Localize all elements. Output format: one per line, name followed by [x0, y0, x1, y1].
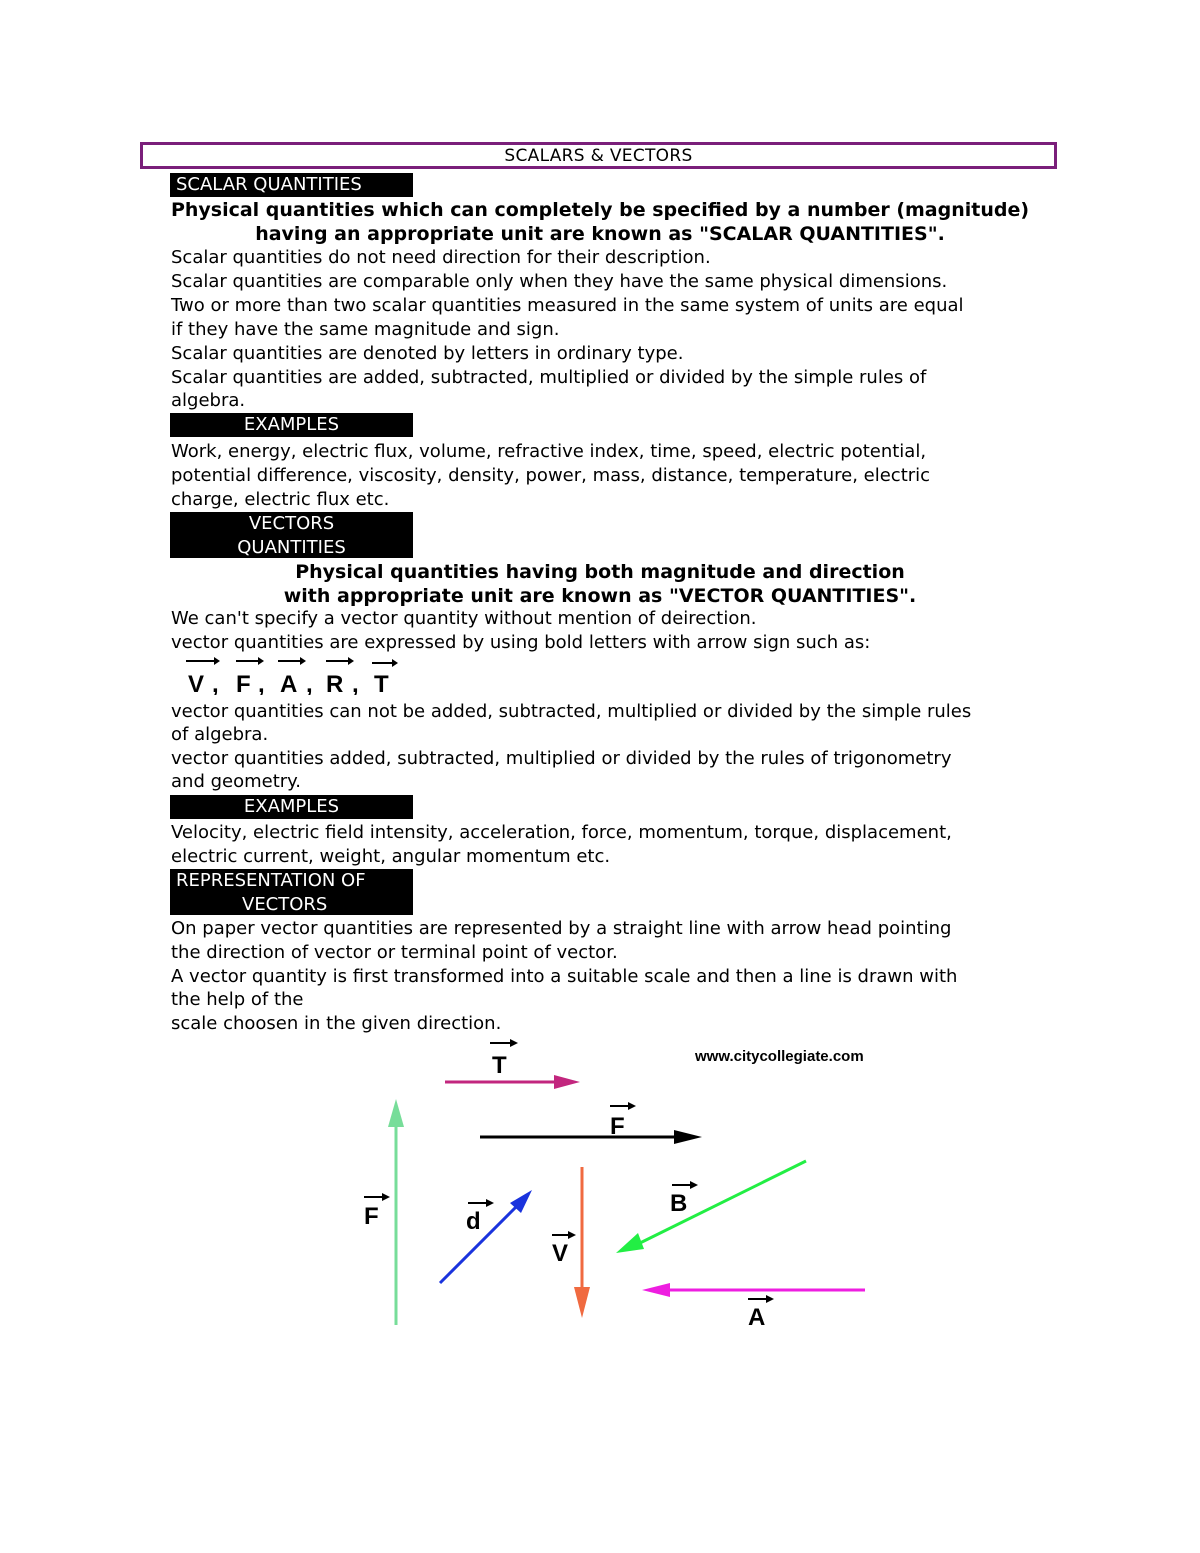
vector-d-arrow: [440, 1190, 532, 1283]
representation-heading-line-2: VECTORS: [242, 894, 328, 915]
symbol-t-text: T: [374, 671, 389, 695]
vector-t-arrow: [445, 1039, 580, 1089]
scalar-examples-line: potential difference, viscosity, density, power, mass, distance, temperature, electric: [171, 465, 931, 486]
vector-text-line: vector quantities can not be added, subtracted, multiplied or divided by the simple rules: [171, 701, 972, 722]
vector-quantities-heading: [170, 512, 413, 558]
scalar-text-line: Two or more than two scalar quantities measured in the same system of units are equal: [171, 295, 964, 316]
scalar-definition-line-2: having an appropriate unit are known as "SCALAR QUANTITIES".: [255, 223, 945, 245]
vector-symbols: [186, 657, 406, 695]
scalar-text-line: Scalar quantities are added, subtracted, multiplied or divided by the simple rules of: [171, 367, 927, 388]
scalar-text-line: algebra.: [171, 390, 246, 411]
vector-v-arrow: [552, 1167, 590, 1318]
vector-f-vertical-arrow: [364, 1099, 404, 1325]
scalar-text-line: Scalar quantities do not need direction for their description.: [171, 247, 711, 268]
vector-text-line: of algebra.: [171, 724, 269, 745]
vector-examples-line: Velocity, electric field intensity, acceleration, force, momentum, torque, displacement,: [171, 822, 952, 843]
symbol-a-text: A: [280, 671, 298, 695]
vector-heading-line-2: QUANTITIES: [237, 537, 346, 558]
vector-examples-line: electric current, weight, angular momentum etc.: [171, 846, 611, 867]
representation-text-line: A vector quantity is first transformed into a suitable scale and then a line is drawn with: [171, 966, 958, 987]
vector-definition-line-2: with appropriate unit are known as "VECTOR QUANTITIES".: [283, 585, 917, 607]
symbol-v-text: V: [188, 671, 205, 695]
symbol-comma: ,: [306, 671, 313, 695]
vector-text-line: vector quantities added, subtracted, multiplied or divided by the rules of trigonometry: [171, 748, 952, 769]
page-title: [140, 142, 1057, 169]
scalar-text-line: if they have the same magnitude and sign.: [171, 319, 560, 340]
scalar-text-line: Scalar quantities are denoted by letters in ordinary type.: [171, 343, 684, 364]
vector-symbol-a: [278, 657, 306, 695]
vector-v-label: V: [552, 1240, 569, 1267]
page-title-text: SCALARS & VECTORS: [504, 145, 693, 166]
scalar-quantities-heading: SCALAR QUANTITIES: [170, 173, 413, 197]
vector-t-label: T: [492, 1052, 507, 1079]
scalar-examples-line: Work, energy, electric flux, volume, refractive index, time, speed, electric potential,: [171, 441, 927, 462]
symbol-r-text: R: [326, 671, 344, 695]
scalar-definition-line-1: Physical quantities which can completely be specified by a number (magnitude): [170, 199, 1030, 221]
vector-definition-line-1: Physical quantities having both magnitude and direction: [295, 561, 905, 583]
representation-heading: [170, 869, 413, 915]
scalar-text-line: Scalar quantities are comparable only when they have the same physical dimensions.: [171, 271, 948, 292]
vector-a-arrow: [642, 1283, 865, 1331]
vector-f-horizontal-label: F: [610, 1113, 625, 1140]
vector-f-vertical-label: F: [364, 1203, 379, 1230]
representation-text-line: the direction of vector or terminal point of vector.: [171, 942, 618, 963]
vector-diagram: [340, 1035, 900, 1335]
representation-heading-line-1: REPRESENTATION OF: [176, 870, 366, 891]
vector-symbol-t: [372, 659, 398, 695]
symbol-comma: ,: [212, 671, 219, 695]
vector-a-label: A: [748, 1304, 766, 1331]
representation-text-line: the help of the: [171, 989, 304, 1010]
vector-d-label: d: [466, 1208, 481, 1235]
vector-f-horizontal-arrow: [480, 1102, 702, 1144]
scalar-examples-heading: EXAMPLES: [170, 413, 413, 437]
representation-text-line: On paper vector quantities are represented by a straight line with arrow head pointing: [171, 918, 952, 939]
representation-text-line: scale choosen in the given direction.: [171, 1013, 502, 1034]
vector-text-line: We can't specify a vector quantity without mention of deirection.: [171, 608, 757, 629]
vector-symbol-r: [326, 657, 354, 695]
vector-b-arrow: [616, 1161, 806, 1253]
symbol-f-text: F: [236, 671, 251, 695]
vector-examples-heading: EXAMPLES: [170, 795, 413, 819]
vector-text-line: and geometry.: [171, 771, 301, 792]
symbol-comma: ,: [258, 671, 265, 695]
scalar-examples-line: charge, electric flux etc.: [171, 489, 390, 510]
vector-b-label: B: [670, 1190, 688, 1217]
symbol-comma: ,: [352, 671, 359, 695]
website-label: www.citycollegiate.com: [695, 1048, 864, 1065]
vector-heading-line-1: VECTORS: [248, 513, 335, 534]
vector-text-line: vector quantities are expressed by using bold letters with arrow sign such as:: [171, 632, 871, 653]
